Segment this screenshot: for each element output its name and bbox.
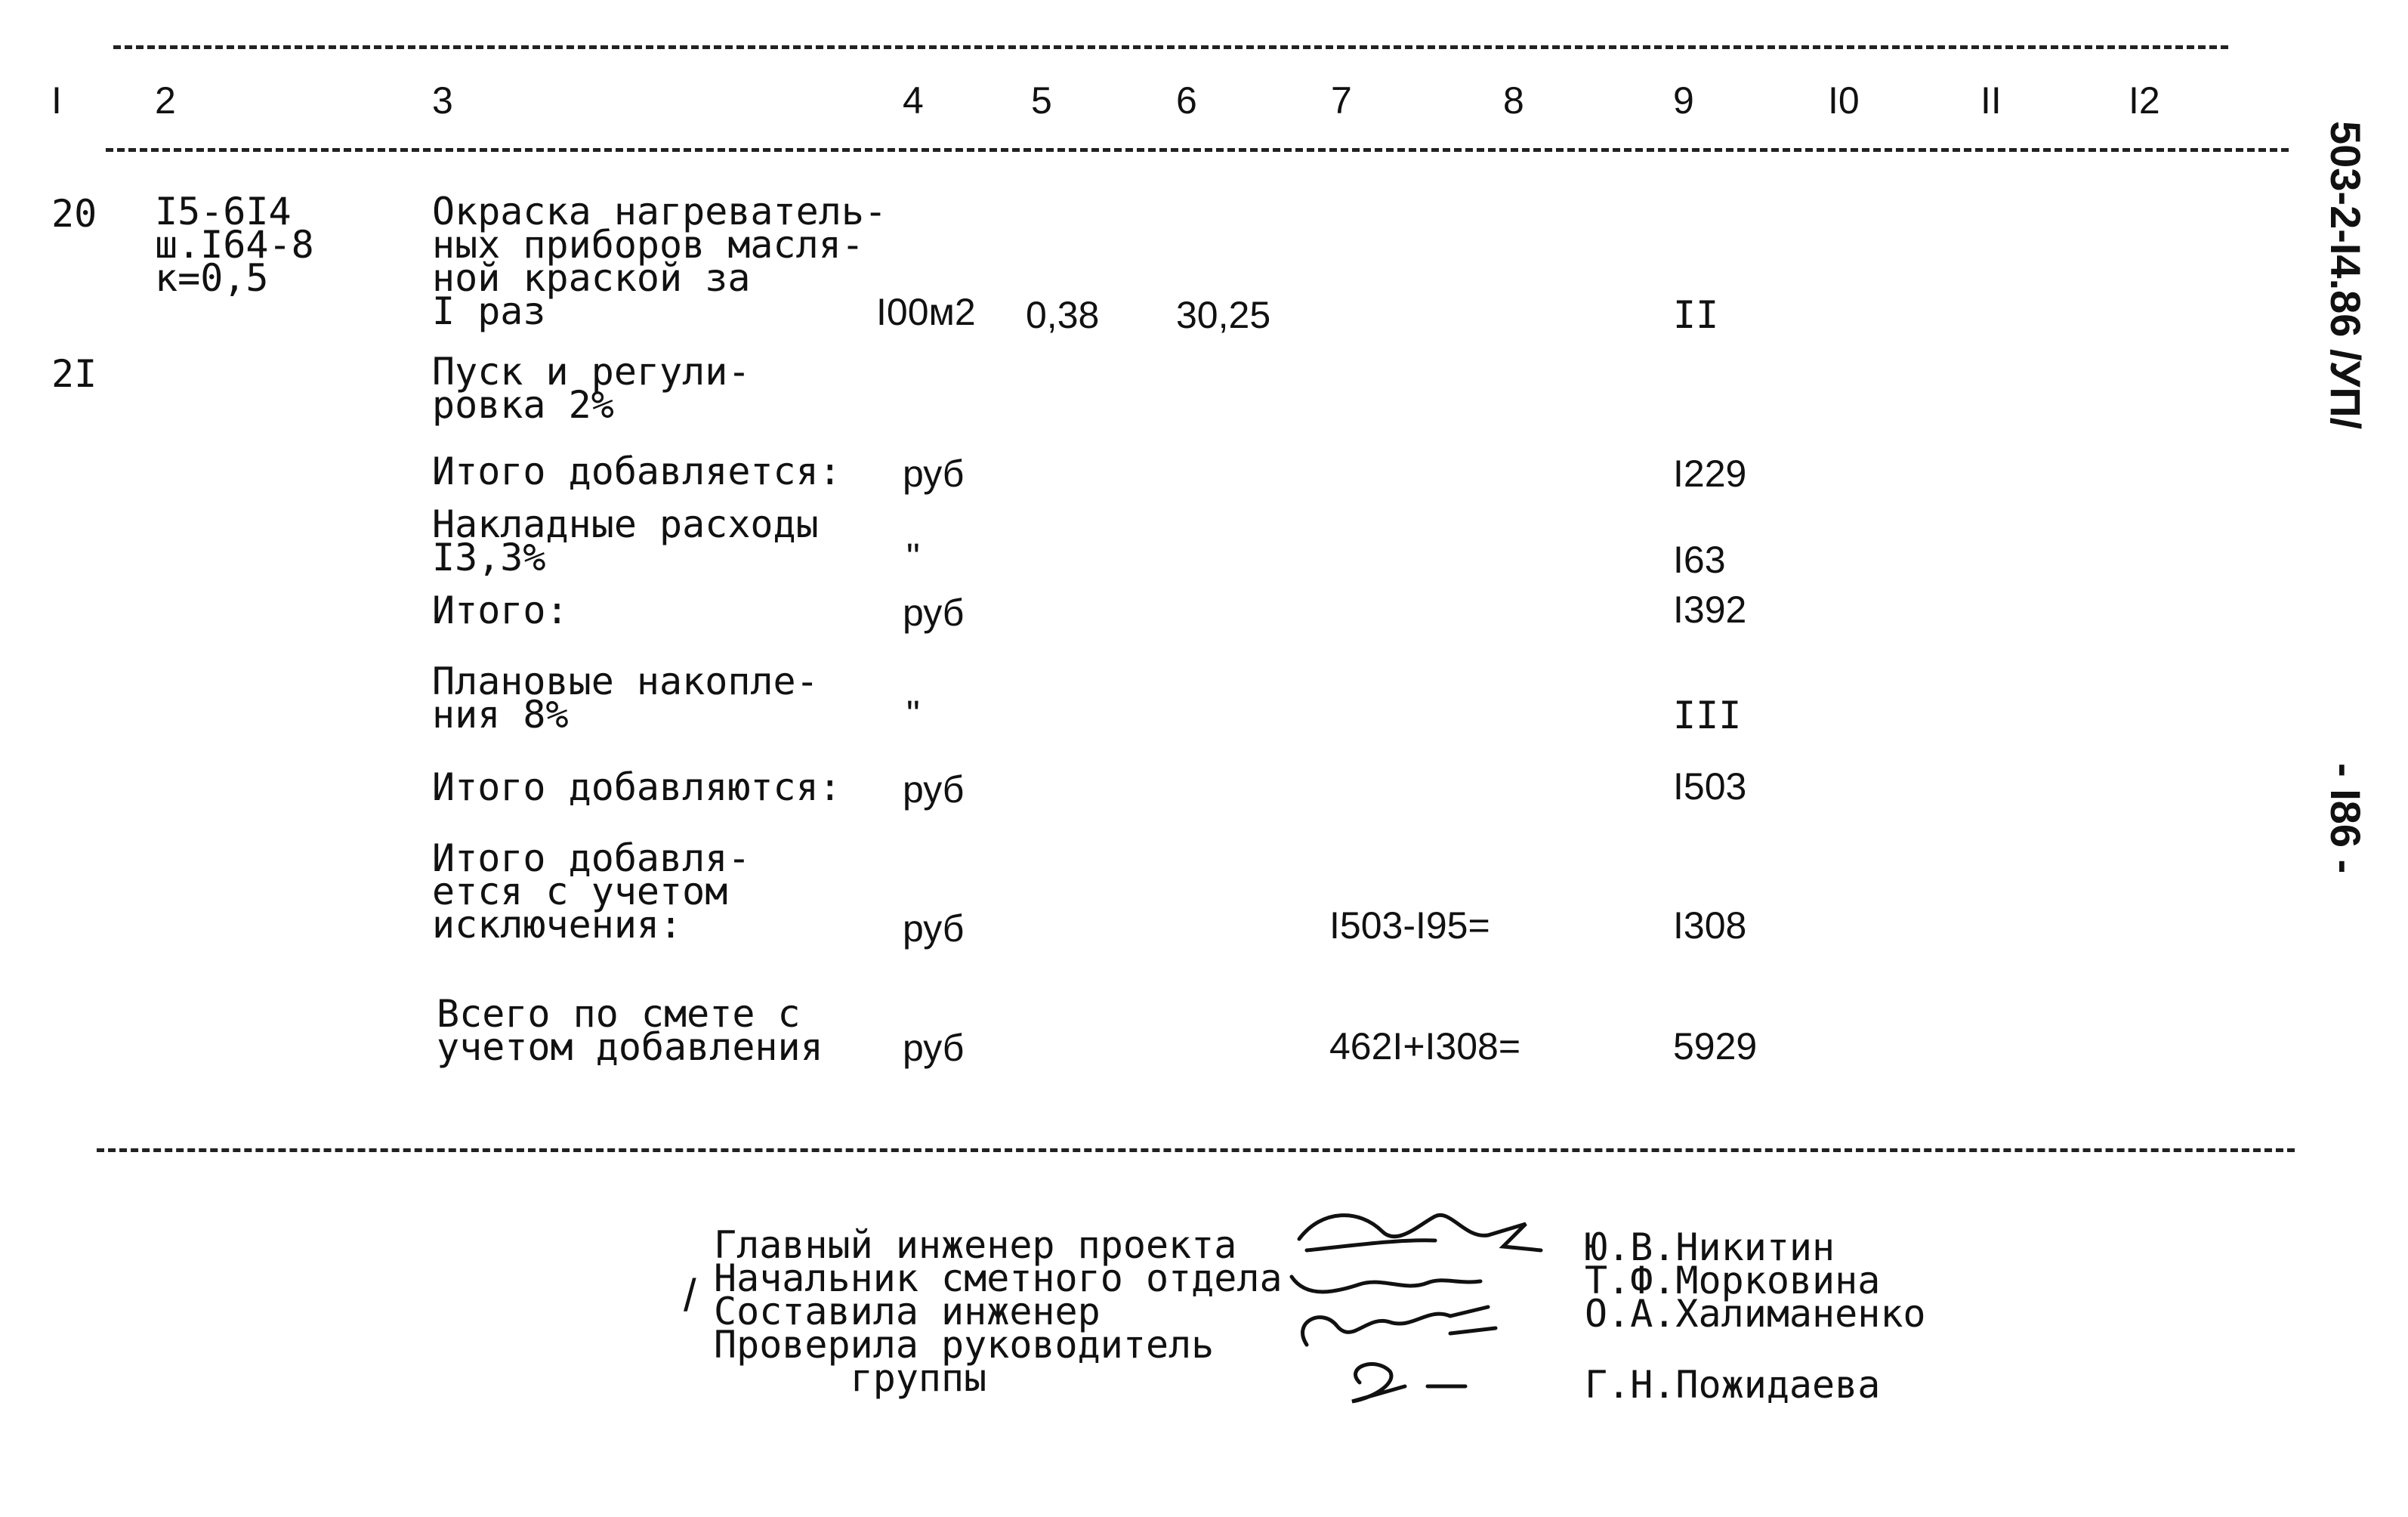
col-9: 9 bbox=[1673, 79, 1694, 122]
row-description: Пуск и регули- ровка 2% bbox=[432, 350, 751, 427]
summary-unit: руб bbox=[903, 592, 965, 634]
col-8: 8 bbox=[1503, 79, 1524, 122]
signer-name: Т.Ф.Морковина bbox=[1585, 1259, 1881, 1302]
row-description: Окраска нагреватель- ных приборов масля- ной краской за I раз bbox=[432, 190, 888, 333]
summary-unit: " bbox=[906, 693, 920, 735]
col-10: I0 bbox=[1828, 79, 1860, 122]
summary-unit: руб bbox=[903, 1027, 965, 1069]
summary-calc: 462I+I308= bbox=[1329, 1025, 1521, 1067]
summary-total: I63 bbox=[1673, 539, 1726, 581]
summary-label: Накладные расходы I3,3% bbox=[432, 502, 819, 579]
row-price: 30,25 bbox=[1176, 294, 1271, 336]
page-number: - I86 - bbox=[2322, 763, 2369, 874]
signer-name: Г.Н.Пожидаева bbox=[1585, 1363, 1881, 1407]
summary-label: Итого добавляются: bbox=[432, 765, 841, 809]
summary-calc: I503-I95= bbox=[1329, 904, 1490, 947]
col-11: II bbox=[1980, 79, 2002, 122]
col-5: 5 bbox=[1031, 79, 1052, 122]
row-code: I5-6I4 ш.I64-8 к=0,5 bbox=[155, 190, 314, 300]
slash-mark: / bbox=[684, 1270, 696, 1321]
summary-unit: руб bbox=[903, 453, 965, 495]
summary-unit: руб bbox=[903, 907, 965, 950]
summary-label: Плановые накопле- ния 8% bbox=[432, 660, 819, 737]
top-rule bbox=[113, 45, 2228, 49]
summary-unit: руб bbox=[903, 768, 965, 811]
signature-roles: Главный инженер проекта Начальник сметного отдела Составила инженер Проверила руководитель группы bbox=[714, 1223, 1283, 1400]
col-3: 3 bbox=[432, 79, 453, 122]
summary-label: Итого добавля- ется с учетом исключения: bbox=[432, 836, 751, 947]
signer-name: О.А.Халиманенко bbox=[1585, 1292, 1926, 1336]
summary-total: I308 bbox=[1673, 904, 1747, 947]
row-total: II bbox=[1673, 293, 1719, 337]
summary-total: I392 bbox=[1673, 589, 1747, 631]
col-1: I bbox=[51, 79, 62, 122]
summary-label: Итого: bbox=[432, 589, 569, 632]
row-unit: I00м2 bbox=[876, 291, 976, 333]
col-4: 4 bbox=[903, 79, 924, 122]
summary-total: III bbox=[1673, 694, 1742, 737]
bottom-rule bbox=[97, 1148, 2295, 1152]
summary-total: I229 bbox=[1673, 453, 1747, 495]
summary-total: I503 bbox=[1673, 765, 1747, 808]
col-2: 2 bbox=[155, 79, 176, 122]
handwritten-signatures bbox=[1277, 1194, 1564, 1413]
row-number: 2I bbox=[51, 352, 97, 396]
col-7: 7 bbox=[1331, 79, 1352, 122]
summary-label: Итого добавляется: bbox=[432, 450, 841, 493]
col-12: I2 bbox=[2129, 79, 2160, 122]
header-rule bbox=[106, 148, 2289, 152]
summary-unit: " bbox=[906, 536, 920, 578]
side-code: 503-2-I4.86 /УП/ bbox=[2322, 121, 2369, 430]
row-number: 20 bbox=[51, 192, 97, 236]
signer-name: Ю.В.Никитин bbox=[1585, 1225, 1835, 1269]
row-qty: 0,38 bbox=[1026, 294, 1100, 336]
summary-label: Всего по смете с учетом добавления bbox=[437, 992, 823, 1069]
summary-total: 5929 bbox=[1673, 1025, 1758, 1067]
col-6: 6 bbox=[1176, 79, 1197, 122]
